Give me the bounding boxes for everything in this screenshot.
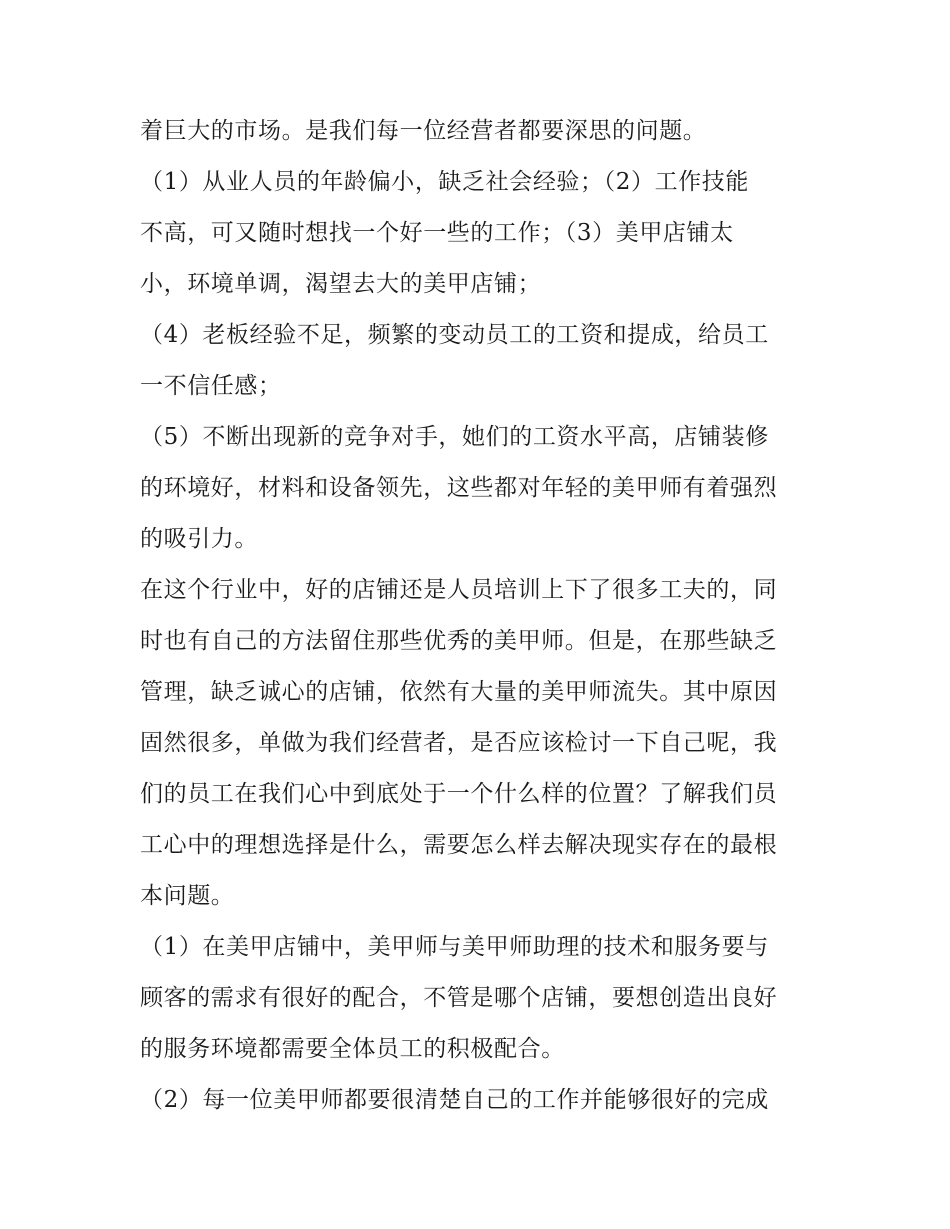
text-line: （1）从业人员的年龄偏小，缺乏社会经验；（2）工作技能	[140, 169, 749, 195]
text-line: 着巨大的市场。是我们每一位经营者都要深思的问题。	[140, 118, 707, 144]
text-line: （1）在美甲店铺中，美甲师与美甲师助理的技术和服务要与	[140, 934, 769, 960]
text-line: 小，环境单调，渴望去大的美甲店铺；	[140, 271, 542, 297]
text-line: 工心中的理想选择是什么，需要怎么样去解决现实存在的最根	[140, 832, 778, 858]
document-body	[140, 106, 820, 1126]
text-line: 们的员工在我们心中到底处于一个什么样的位置？了解我们员	[140, 781, 778, 807]
text-line: 的环境好，材料和设备领先，这些都对年轻的美甲师有着强烈	[140, 475, 778, 501]
text-line: 在这个行业中，好的店铺还是人员培训上下了很多工夫的，同	[140, 577, 778, 603]
text-line: 固然很多，单做为我们经营者，是否应该检讨一下自己呢，我	[140, 730, 778, 756]
text-line: 管理，缺乏诚心的店铺，依然有大量的美甲师流失。其中原因	[140, 679, 778, 705]
text-line: （5）不断出现新的竞争对手，她们的工资水平高，店铺装修	[140, 424, 769, 450]
text-line: 顾客的需求有很好的配合，不管是哪个店铺，要想创造出良好	[140, 985, 778, 1011]
text-line: 时也有自己的方法留住那些优秀的美甲师。但是，在那些缺乏	[140, 628, 778, 654]
text-line: 本问题。	[140, 883, 235, 909]
text-line: 的吸引力。	[140, 526, 258, 552]
text-line: 不高，可又随时想找一个好一些的工作；（3）美甲店铺太	[140, 220, 734, 246]
text-line: 的服务环境都需要全体员工的积极配合。	[140, 1036, 565, 1062]
text-line: （2）每一位美甲师都要很清楚自己的工作并能够很好的完成	[140, 1087, 769, 1113]
text-line: 一不信任感；	[140, 373, 282, 399]
body-text	[140, 106, 820, 1126]
text-line: （4）老板经验不足，频繁的变动员工的工资和提成，给员工	[140, 322, 769, 348]
